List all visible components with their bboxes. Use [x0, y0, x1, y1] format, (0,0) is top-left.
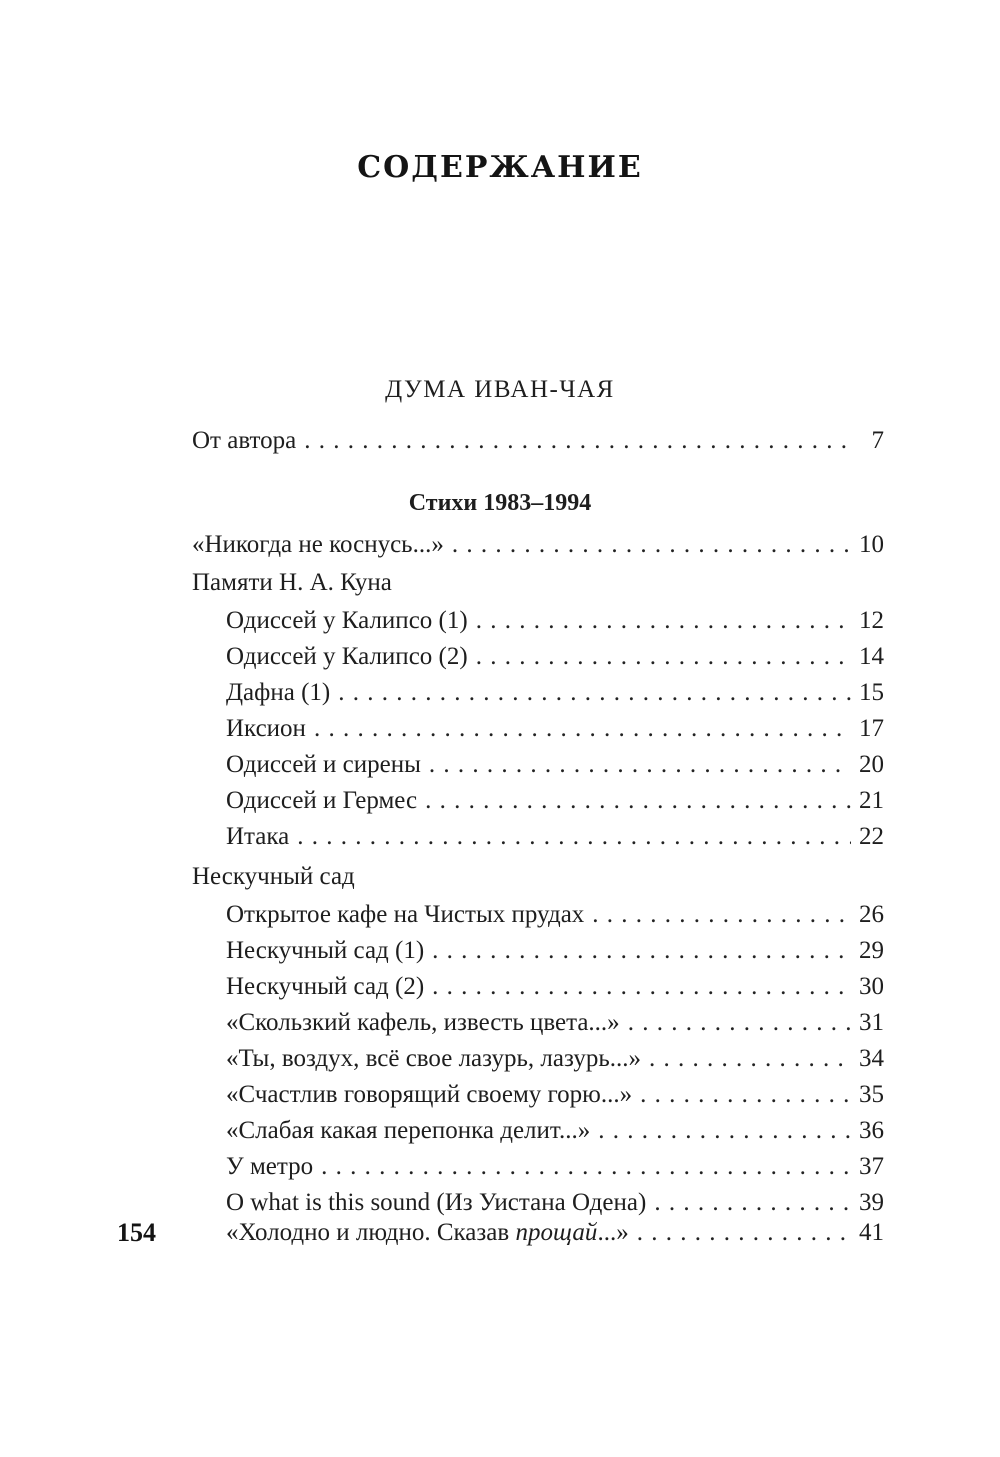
toc-entry-label: «Слабая какая перепонка делит...»	[226, 1117, 591, 1144]
toc-entry[interactable]	[226, 934, 884, 968]
toc-entry[interactable]	[226, 1216, 884, 1250]
dot-leader	[654, 1186, 851, 1220]
toc-entry-label: Итака	[226, 823, 290, 850]
dot-leader	[304, 424, 854, 458]
toc-entry-label: У метро	[226, 1153, 314, 1180]
toc-entry-label: Нескучный сад (1)	[226, 937, 425, 964]
toc-entry-label: Дафна (1)	[226, 679, 331, 706]
dot-leader	[649, 1042, 851, 1076]
dot-leader	[637, 1216, 851, 1250]
toc-entry[interactable]	[226, 820, 884, 854]
dot-leader	[476, 640, 851, 674]
toc-entry-page: 14	[859, 643, 884, 670]
toc-entry-page: 31	[859, 1009, 884, 1036]
toc-entry-label: Иксион	[226, 715, 306, 742]
toc-entry-label: «Никогда не коснусь...»	[192, 531, 444, 558]
toc-entry[interactable]	[226, 1186, 884, 1220]
toc-entry[interactable]	[226, 748, 884, 782]
toc-entry-label: Памяти Н. А. Куна	[192, 569, 392, 596]
toc-entry-page: 12	[859, 607, 884, 634]
toc-entry-label	[226, 1216, 629, 1250]
toc-entry-label: Нескучный сад	[192, 863, 355, 890]
toc-entry-page: 26	[859, 901, 884, 928]
toc-entry[interactable]	[226, 1114, 884, 1148]
dot-leader	[429, 748, 851, 782]
toc-entry[interactable]	[226, 898, 884, 932]
label-suffix: ...»	[597, 1219, 629, 1246]
dot-leader	[640, 1078, 851, 1112]
toc-entry-label: Одиссей у Калипсо (1)	[226, 607, 468, 634]
toc-entry[interactable]	[226, 1150, 884, 1184]
dot-leader	[432, 934, 851, 968]
toc-entry-preface[interactable]	[192, 424, 884, 458]
toc-entry[interactable]	[226, 1006, 884, 1040]
dot-leader	[314, 712, 851, 746]
toc-entry-page: 7	[871, 427, 884, 454]
toc-entry[interactable]	[226, 1078, 884, 1112]
toc-entry-page: 10	[859, 531, 884, 558]
dot-leader	[452, 528, 851, 562]
dot-leader	[592, 898, 851, 932]
toc-entry-page: 15	[859, 679, 884, 706]
dot-leader	[628, 1006, 851, 1040]
toc-entry[interactable]	[226, 712, 884, 746]
toc-entry-page: 41	[859, 1219, 884, 1246]
toc-entry-label: От автора	[192, 427, 297, 454]
toc-entry-page: 34	[859, 1045, 884, 1072]
dot-leader	[598, 1114, 851, 1148]
toc-entry[interactable]	[226, 640, 884, 674]
page-title: СОДЕРЖАНИЕ	[357, 150, 643, 185]
toc-entry-page: 35	[859, 1081, 884, 1108]
toc-entry-page: 20	[859, 751, 884, 778]
toc-entry-page: 21	[859, 787, 884, 814]
page-number: 154	[117, 1218, 156, 1247]
toc-entry-label: Нескучный сад (2)	[226, 973, 425, 1000]
toc-entry-page: 37	[859, 1153, 884, 1180]
dot-leader	[321, 1150, 851, 1184]
toc-entry[interactable]	[226, 604, 884, 638]
toc-entry[interactable]	[226, 970, 884, 1004]
toc-entry-page: 22	[859, 823, 884, 850]
toc-entry[interactable]	[226, 1042, 884, 1076]
section-heading: ДУМА ИВАН-ЧАЯ	[385, 376, 615, 403]
label-italic: прощай	[515, 1219, 598, 1246]
toc-entry-label: Одиссей у Калипсо (2)	[226, 643, 468, 670]
toc-group-heading	[192, 566, 884, 600]
toc-entry-label: Одиссей и Гермес	[226, 787, 418, 814]
toc-entry-label: Одиссей и сирены	[226, 751, 421, 778]
dot-leader	[338, 676, 851, 710]
dot-leader	[297, 820, 851, 854]
toc-entry[interactable]	[192, 528, 884, 562]
toc-entry-label: O what is this sound (Из Уистана Одена)	[226, 1189, 647, 1216]
toc-entry[interactable]	[226, 676, 884, 710]
toc-entry-page: 36	[859, 1117, 884, 1144]
toc-entry-page: 39	[859, 1189, 884, 1216]
toc-entry-label: Открытое кафе на Чистых прудах	[226, 901, 585, 928]
toc-entry-label: «Счастлив говорящий своему горю...»	[226, 1081, 633, 1108]
toc-entry-page: 17	[859, 715, 884, 742]
toc-entry-page: 29	[859, 937, 884, 964]
toc-entry-label: «Скользкий кафель, известь цвета...»	[226, 1009, 620, 1036]
dot-leader	[476, 604, 851, 638]
toc-entry-page: 30	[859, 973, 884, 1000]
label-prefix: «Холодно и людно. Сказав	[226, 1219, 516, 1246]
dot-leader	[425, 784, 851, 818]
subsection-heading: Стихи 1983–1994	[408, 490, 592, 516]
dot-leader	[432, 970, 851, 1004]
toc-entry-label: «Ты, воздух, всё свое лазурь, лазурь...»	[226, 1045, 641, 1072]
toc-group-heading	[192, 860, 884, 894]
toc-entry[interactable]	[226, 784, 884, 818]
